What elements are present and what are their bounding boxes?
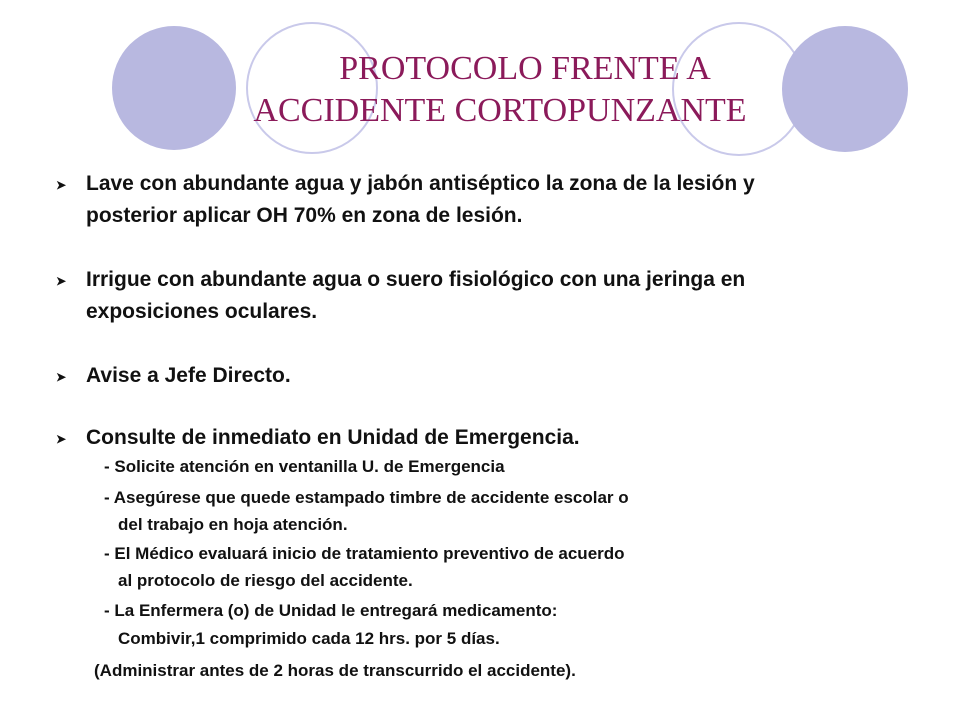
sub-item-line: - Solicite atención en ventanilla U. de Emergencia <box>104 457 505 476</box>
sub-item-line: - La Enfermera (o) de Unidad le entregará medicamento: <box>104 601 558 620</box>
title-line-1: PROTOCOLO FRENTE A <box>339 50 711 87</box>
sub-item-line: del trabajo en hoja atención. <box>118 515 348 534</box>
bullet-item <box>56 422 580 454</box>
title-line-2: ACCIDENTE CORTOPUNZANTE <box>253 92 747 129</box>
sub-item-line: al protocolo de riesgo del accidente. <box>118 571 413 590</box>
arrow-bullet-icon: ➤ <box>56 178 67 192</box>
bullet-text-line: posterior aplicar OH 70% en zona de lesión. <box>86 204 523 227</box>
slide-title <box>130 48 870 132</box>
sub-item-line: Combivir,1 comprimido cada 12 hrs. por 5 días. <box>118 629 500 648</box>
bullet-text-line: Irrigue con abundante agua o suero fisiológico con una jeringa en <box>86 268 746 291</box>
sub-item-line: - Asegúrese que quede estampado timbre de accidente escolar o <box>104 488 629 507</box>
bullet-item <box>56 360 291 392</box>
arrow-bullet-icon: ➤ <box>56 370 67 384</box>
bullet-text-line: Avise a Jefe Directo. <box>86 364 291 387</box>
bullet-text-line: Consulte de inmediato en Unidad de Emergencia. <box>86 426 580 449</box>
arrow-bullet-icon: ➤ <box>56 432 67 446</box>
arrow-bullet-icon: ➤ <box>56 274 67 288</box>
sub-item-line: - El Médico evaluará inicio de tratamiento preventivo de acuerdo <box>104 544 625 563</box>
bullet-text-line: Lave con abundante agua y jabón antiséptico la zona de la lesión y <box>86 172 755 195</box>
bullet-text-line: exposiciones oculares. <box>86 300 318 323</box>
sub-item-line: (Administrar antes de 2 horas de transcurrido el accidente). <box>94 661 576 680</box>
bullet-item <box>56 168 755 232</box>
bullet-item <box>56 264 745 328</box>
